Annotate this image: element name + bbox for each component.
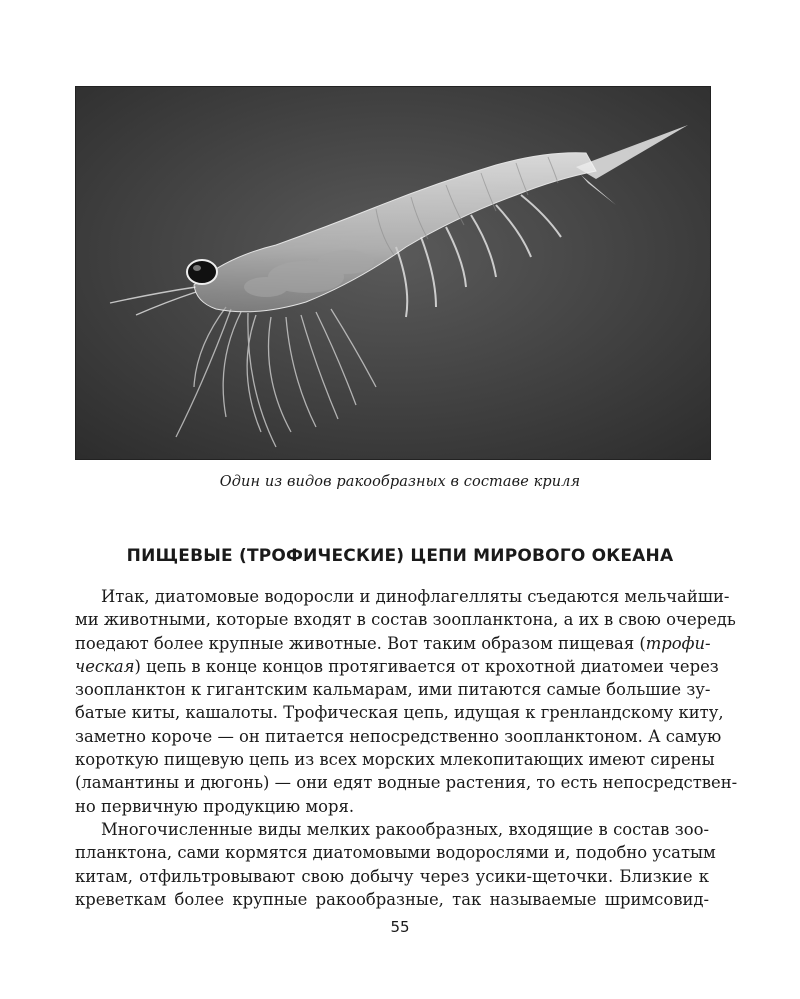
section-heading: ПИЩЕВЫЕ (ТРОФИЧЕСКИЕ) ЦЕПИ МИРОВОГО ОКЕАНА <box>126 546 674 566</box>
text-line: Многочисленные виды мелких ракообразных, входящие в состав зоо- <box>101 819 709 839</box>
text-line: короткую пищевую цепь из всех морских млекопитающих имеют сирены <box>75 750 715 770</box>
text-line: заметно короче — он питается непосредственно зоопланктоном. А самую <box>75 726 722 746</box>
page-number: 55 <box>390 918 410 936</box>
krill-photo <box>75 86 711 460</box>
body-text <box>75 585 738 911</box>
text-line: креветкам более крупные ракообразные, так называемые шримсовид- <box>75 889 709 909</box>
paragraph <box>75 818 716 911</box>
text-line: батые киты, кашалоты. Трофическая цепь, идущая к гренландскому киту, <box>75 703 724 723</box>
figure-caption: Один из видов ракообразных в составе криля <box>219 474 581 490</box>
text-line: ческая) цепь в конце концов протягивается от крохотной диатомеи через <box>75 656 719 676</box>
text-line: зоопланктон к гигантским кальмарам, ими питаются самые большие зу- <box>75 680 711 700</box>
text-line: планктона, сами кормятся диатомовыми водорослями и, подобно усатым <box>75 843 716 863</box>
krill-illustration <box>76 87 710 459</box>
text-line: ми животными, которые входят в состав зоопланктона, а их в свою очередь <box>75 610 736 630</box>
paragraph <box>75 585 738 818</box>
text-line: но первичную продукцию моря. <box>75 796 355 816</box>
text-line: китам, отфильтровывают свою добычу через усики-щеточки. Близкие к <box>75 866 709 886</box>
text-line: Итак, диатомовые водоросли и динофлагелляты съедаются мельчайши- <box>101 587 730 606</box>
text-line: (ламантины и дюгонь) — они едят водные растения, то есть непосредствен- <box>75 773 738 793</box>
text-line: поедают более крупные животные. Вот таким образом пищевая (трофи- <box>75 633 711 653</box>
